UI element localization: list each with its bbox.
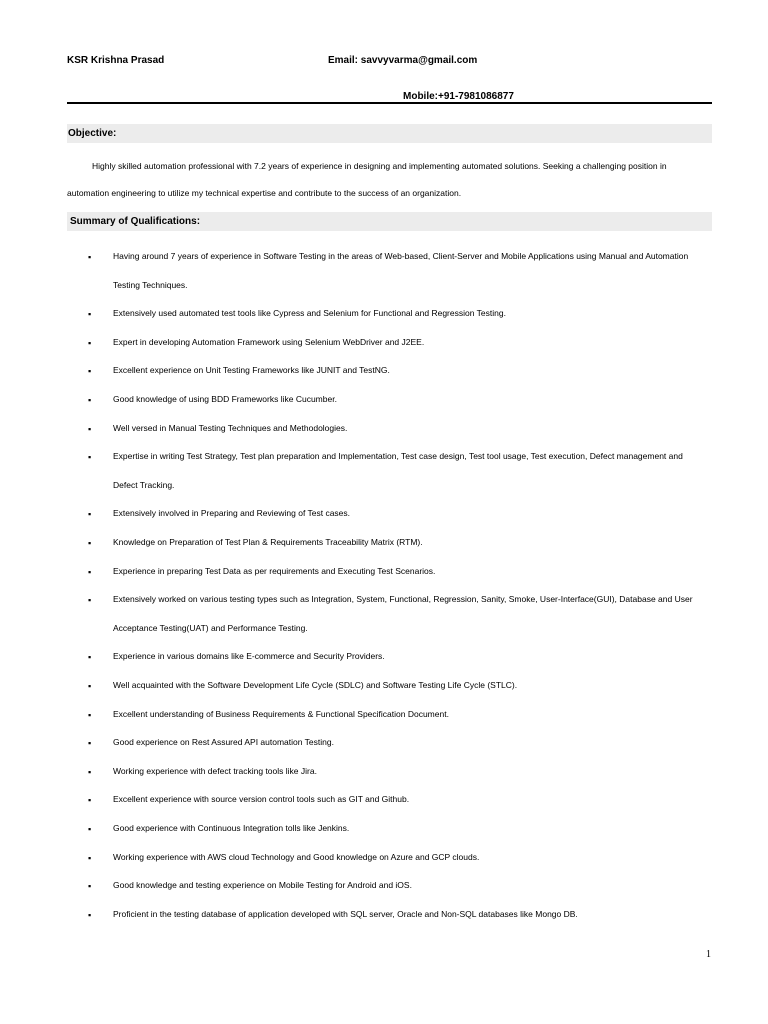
list-item-text: Proficient in the testing database of application developed with SQL server, Oracle and Non-SQL databases like Mongo DB. [113, 908, 578, 919]
candidate-name: KSR Krishna Prasad [67, 55, 165, 66]
bullet-icon: ▪ [88, 538, 92, 548]
list-item-text: Expert in developing Automation Framework using Selenium WebDriver and J2EE. [113, 336, 425, 347]
list-item [0, 680, 768, 692]
list-item [0, 709, 768, 721]
objective-text-line-2: automation engineering to utilize my technical expertise and contribute to the success of an organization. [67, 188, 462, 198]
list-item-text: Experience in preparing Test Data as per requirements and Executing Test Scenarios. [113, 565, 436, 576]
list-item-text: Working experience with AWS cloud Technology and Good knowledge on Azure and GCP clouds. [113, 851, 480, 862]
list-item [0, 451, 768, 490]
list-item [0, 423, 768, 435]
bullet-icon: ▪ [88, 652, 92, 663]
bullet-icon: ▪ [88, 766, 92, 777]
list-item [0, 766, 768, 778]
list-item [0, 337, 768, 349]
list-item-text: Good experience on Rest Assured API automation Testing. [113, 737, 334, 748]
bullet-icon: ▪ [88, 509, 92, 520]
list-item-text: Good knowledge and testing experience on Mobile Testing for Android and iOS. [113, 880, 412, 891]
bullet-icon: ▪ [88, 566, 92, 577]
list-item-text: Working experience with defect tracking tools like Jira. [113, 765, 317, 776]
bullet-icon: ▪ [88, 738, 92, 749]
list-item-text: Excellent experience with source version control tools such as GIT and Github. [113, 794, 410, 805]
list-item-text-continued: Defect Tracking. [113, 479, 175, 490]
list-item-text: Good experience with Continuous Integration tolls like Jenkins. [113, 823, 350, 833]
bullet-icon: ▪ [88, 909, 92, 920]
list-item [0, 365, 768, 377]
page-number: 1 [706, 949, 711, 960]
bullet-icon: ▪ [88, 252, 92, 262]
bullet-icon: ▪ [88, 366, 92, 377]
header-divider [67, 102, 712, 104]
bullet-icon: ▪ [88, 595, 92, 606]
list-item [0, 394, 768, 406]
list-item [0, 737, 768, 749]
list-item-text-continued: Testing Techniques. [113, 279, 188, 290]
list-item [0, 823, 768, 835]
contact-mobile: Mobile:+91-7981086877 [403, 91, 514, 102]
list-item [0, 651, 768, 663]
contact-email: Email: savvyvarma@gmail.com [328, 55, 478, 66]
list-item-text-continued: Acceptance Testing(UAT) and Performance Testing. [113, 622, 308, 633]
list-item-text: Extensively involved in Preparing and Reviewing of Test cases. [113, 508, 351, 519]
list-item-text: Good knowledge of using BDD Frameworks like Cucumber. [113, 394, 337, 404]
objective-heading: Objective: [67, 124, 712, 143]
list-item-text: Having around 7 years of experience in Software Testing in the areas of Web-based, Client-Server and Mobile Applications using Manual and Automation [113, 251, 689, 261]
list-item [0, 909, 768, 921]
list-item [0, 880, 768, 892]
list-item-text: Extensively worked on various testing types such as Integration, System, Functional, Regression, Sanity, Smoke, User-Interface(GUI), Database and User [113, 594, 693, 605]
bullet-icon: ▪ [88, 709, 92, 720]
bullet-icon: ▪ [88, 395, 92, 405]
bullet-icon: ▪ [88, 881, 92, 892]
bullet-icon: ▪ [88, 795, 92, 806]
list-item [0, 794, 768, 806]
list-item [0, 852, 768, 864]
list-item [0, 308, 768, 320]
list-item [0, 508, 768, 520]
list-item-text: Well acquainted with the Software Development Life Cycle (SDLC) and Software Testing Life Cycle (STLC). [113, 680, 518, 690]
list-item [0, 566, 768, 578]
bullet-icon: ▪ [88, 423, 92, 434]
list-item-text: Excellent experience on Unit Testing Frameworks like JUNIT and TestNG. [113, 365, 390, 376]
list-item-text: Expertise in writing Test Strategy, Test plan preparation and Implementation, Test case design, Test tool usage, Test execution, Defect management and [113, 451, 683, 462]
list-item [0, 251, 768, 290]
list-item [0, 537, 768, 549]
bullet-icon: ▪ [88, 824, 92, 834]
list-item-text: Excellent understanding of Business Requirements & Functional Specification Document. [113, 708, 449, 719]
bullet-icon: ▪ [88, 309, 92, 320]
bullet-icon: ▪ [88, 852, 92, 863]
summary-heading: Summary of Qualifications: [67, 212, 712, 231]
list-item [0, 594, 768, 633]
list-item-text: Knowledge on Preparation of Test Plan & Requirements Traceability Matrix (RTM). [113, 537, 423, 547]
list-item-text: Experience in various domains like E-commerce and Security Providers. [113, 651, 385, 662]
list-item-text: Well versed in Manual Testing Techniques and Methodologies. [113, 422, 348, 433]
list-item-text: Extensively used automated test tools like Cypress and Selenium for Functional and Regression Testing. [113, 308, 506, 319]
bullet-icon: ▪ [88, 337, 92, 348]
bullet-icon: ▪ [88, 681, 92, 691]
objective-text-line-1: Highly skilled automation professional with 7.2 years of experience in designing and implementing automated solutions. Seeking a challenging position in [92, 161, 667, 171]
bullet-icon: ▪ [88, 452, 92, 463]
